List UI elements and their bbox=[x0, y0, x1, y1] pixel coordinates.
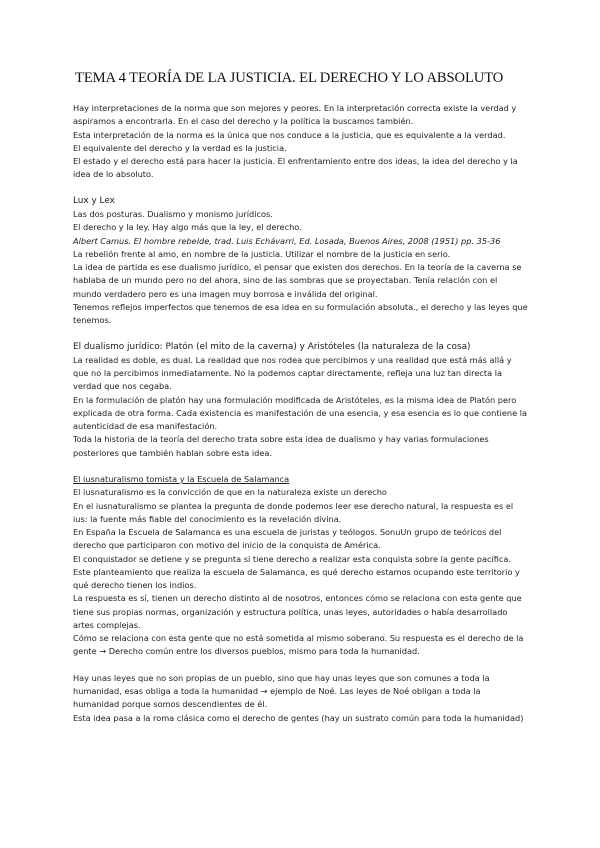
section-heading-iusnaturalismo: El iusnaturalismo tomista y la Escuela de Salamanca bbox=[73, 474, 290, 484]
section-heading-dualismo: El dualismo jurídico: Platón (el mito de la caverna) y Aristóteles (la naturaleza de la cosa) bbox=[73, 341, 471, 352]
spacer bbox=[73, 659, 528, 672]
spacer bbox=[73, 327, 528, 340]
lux-paragraph-3: La rebelión frente al amo, en nombre de la justicia. Utilizar el nombre de la justicia en serio. bbox=[73, 248, 451, 259]
lux-paragraph-5: Tenemos reflejos imperfectos que tenemos de esa idea en su formulación absoluta., el derecho y las leyes que tenemos. bbox=[73, 301, 528, 325]
intro-paragraph-4: El estado y el derecho está para hacer la justicia. El enfrentamiento entre dos ideas, la idea del derecho y la idea de lo absoluto. bbox=[73, 156, 518, 180]
section-heading-lux-y-lex: Lux y Lex bbox=[73, 195, 115, 206]
iusnat-paragraph-7: Hay unas leyes que no son propias de un pueblo, sino que hay unas leyes que son comunes a toda la humanidad, esas obliga a toda la humanidad → ejemplo de Noé. Las leyes de Noé obligan a toda la humanidad porque somos descendientes de él. bbox=[73, 672, 490, 710]
lux-paragraph-1: Las dos posturas. Dualismo y monismo jurídicos. bbox=[73, 209, 273, 219]
document-body bbox=[73, 102, 528, 725]
iusnat-paragraph-5: La respuesta es sí, tienen un derecho distinto al de nosotros, entonces cómo se relaciona con esta gente que tiene sus propias normas, organización y estructura política, unas leyes, autoridades o había desarrollado artes complejas. bbox=[73, 593, 522, 630]
iusnat-paragraph-6: Cómo se relaciona con esta gente que no está sometida al mismo soberano. Su respuesta es el derecho de la gente → Derecho común entre los diversos pueblos, mismo para toda la humanidad. bbox=[73, 633, 524, 657]
intro-paragraph-1: Hay interpretaciones de la norma que son mejores y peores. En la interpretación correcta existe la verdad y aspiramos a encontrarla. En el caso del derecho y la política la buscamos también. bbox=[73, 103, 517, 127]
iusnat-paragraph-4: El conquistador se detiene y se pregunta si tiene derecho a realizar esta conquista sobre la gente pacífica. Este planteamiento que realiza la escuela de Salamanca, es qué derecho estamos ocupando este territorio y qué derecho tienen los indios. bbox=[73, 553, 520, 590]
iusnat-paragraph-1: El iusnaturalismo es la convicción de que en la naturaleza existe un derecho bbox=[73, 487, 387, 498]
spacer bbox=[73, 460, 528, 473]
dualismo-paragraph-3: Toda la historia de la teoría del derecho trata sobre esta idea de dualismo y hay varias formulaciones posteriores que también hablan sobre esta idea. bbox=[73, 434, 489, 458]
dualismo-paragraph-2: En la formulación de platón hay una formulación modificada de Aristóteles, es la misma idea de Platón pero explicada de otra forma. Cada existencia es manifestación de una esencia, y esa esencia es lo que contiene la autenticidad de esa manifestación. bbox=[73, 394, 528, 431]
document-title: TEMA 4 TEORÍA DE LA JUSTICIA. EL DERECHO Y LO ABSOLUTO bbox=[75, 70, 504, 86]
dualismo-paragraph-1: La realidad es doble, es dual. La realidad que nos rodea que percibimos y una realidad que está más allá y que no la percibimos inmediatamente. No la podemos captar directamente, refleja una luz tan directa la verdad que nos cegaba. bbox=[73, 354, 512, 392]
spacer bbox=[73, 182, 528, 195]
lux-paragraph-2: El derecho y la ley. Hay algo más que la ley, el derecho. bbox=[73, 222, 302, 233]
iusnat-paragraph-8: Esta idea pasa a la roma clásica como el derecho de gentes (hay un sustrato común para toda la humanidad) bbox=[73, 712, 524, 723]
intro-paragraph-2: Esta interpretación de la norma es la única que nos conduce a la justicia, que es equivalente a la verdad. bbox=[73, 129, 506, 140]
iusnat-paragraph-2: En el iusnaturalismo se plantea la pregunta de donde podemos leer ese derecho natural, la respuesta es el ius: la fuente más fiable del conocimiento es la revelación divina. bbox=[73, 500, 514, 524]
iusnat-paragraph-3: En España la Escuela de Salamanca es una escuela de juristas y teólogos. SonuUn grupo de teóricos del derecho que participaron con motivo del inicio de la conquista de América. bbox=[73, 527, 502, 551]
intro-paragraph-3: El equivalente del derecho y la verdad es la justicia. bbox=[73, 142, 287, 153]
citation: Albert Camus. El hombre rebelde, trad. Luis Echávarri, Ed. Losada, Buenos Aires, 2008 (1951) pp. 35-36 bbox=[73, 235, 501, 246]
lux-paragraph-4: La idea de partida es ese dualismo jurídico, el pensar que existen dos derechos. En la teoría de la caverna se hablaba de un mundo pero no del ahora, sino de las sombras que se proyectaban. Tenía relación con el mundo verdadero pero es una imagen muy borrosa e inválida del original. bbox=[73, 262, 522, 299]
